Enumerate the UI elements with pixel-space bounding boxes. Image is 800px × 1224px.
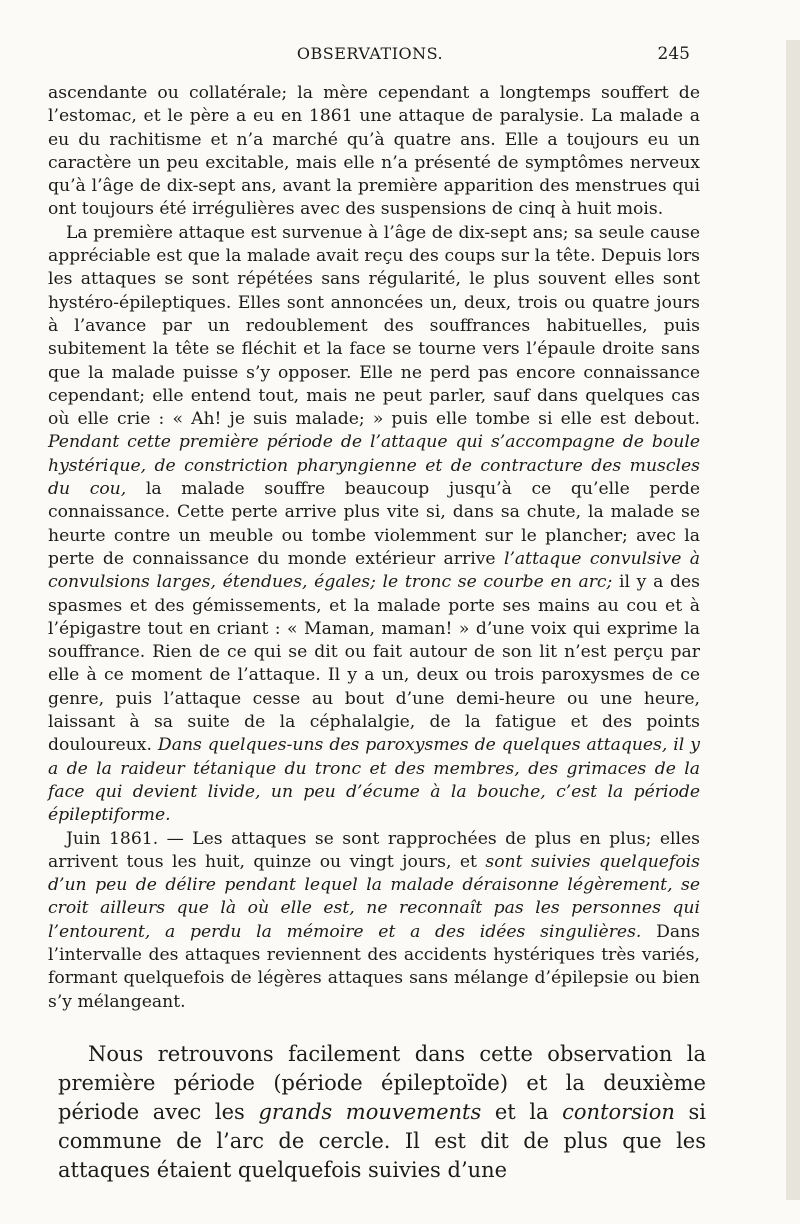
paragraph-1 bbox=[48, 82, 700, 222]
text-segment: La première attaque est survenue à l’âge de dix-sept ans; sa seule cause appréciable est que la malade avait reçu des coups sur la tête. Depuis lors les attaques se sont répétées sans régularité, le plus souvent elles sont hystéro-épileptiques. Elles sont annoncées un, deux, trois ou quatre jours à l’avance par un redoublement des souffrances habituelles, puis subitement la tête se fléchit et la face se tourne vers l’épaule droite sans que la malade puisse s’y opposer. Elle ne perd pas encore connaissance cependant; elle entend tout, mais ne peut parler, sauf dans quelques cas où elle crie : « Ah! je suis malade; » puis elle tombe si elle est debout. bbox=[48, 222, 700, 430]
text-segment: et la bbox=[481, 1100, 563, 1124]
italic-segment: Dans quelques-uns des paroxysmes de quelques attaques, il y a de la raideur tétanique du tronc et des membres, des grimaces de la face qui devient livide, un peu d’écume à la bouche, c’est la période épileptiforme. bbox=[48, 735, 700, 826]
page-number: 245 bbox=[657, 44, 690, 64]
page-header bbox=[50, 44, 690, 72]
italic-segment: contorsion bbox=[562, 1100, 675, 1124]
commentary-paragraph bbox=[58, 1040, 706, 1185]
italic-segment: sont suivies quelquefois d’un peu de délire pendant lequel la malade déraisonne légèrement, se croit ailleurs que là où elle est, ne reconnaît pas les personnes qui l’entourent, a perdu la mémoire et a des idées singulières. bbox=[48, 851, 701, 942]
text-segment: Juin 1861. — Les attaques se sont rapprochées de plus en plus; elles arrivent tous les huit, quinze ou vingt jours, et bbox=[48, 828, 700, 872]
page-edge bbox=[786, 40, 800, 1200]
text-segment: Dans l’intervalle des attaques reviennent des accidents hystériques très variés, formant quelquefois de légères attaques sans mélange d’épilepsie ou bien s’y mélangeant. bbox=[48, 921, 700, 1012]
text-segment: ascendante ou collatérale; la mère cependant a longtemps souffert de l’estomac, et le père a eu en 1861 une attaque de paralysie. La malade a eu du rachitisme et n’a marché qu’à quatre ans. Elle a toujours eu un caractère un peu excitable, mais elle n’a présenté de symptômes nerveux qu’à l’âge de dix-sept ans, avant la première apparition des menstrues qui ont toujours été irrégulières avec des suspensions de cinq à huit mois. bbox=[48, 83, 700, 220]
italic-segment: l’attaque convulsive à convulsions larges, étendues, égales; le tronc se courbe en arc; bbox=[48, 548, 700, 593]
text-segment: si commune de l’arc de cercle. Il est dit de plus que les attaques étaient quelquefois suivies d’une bbox=[58, 1100, 706, 1182]
paragraph-2 bbox=[48, 222, 700, 828]
text-segment: il y a des spasmes et des gémissements, et la malade porte ses mains au cou et à l’épigastre tout en criant : « Maman, maman! » d’une voix qui exprime la souffrance. Rien de ce qui se dit ou fait autour de son lit n’est perçu par elle à ce moment de l’attaque. Il y a un, deux ou trois paroxysmes de ce genre, puis l’attaque cesse au bout d’une demi-heure ou une heure, laissant à sa suite de la céphalalgie, de la fatigue et des points douloureux. bbox=[48, 572, 700, 756]
text-segment: Nous retrouvons facilement dans cette observation la première période (période épileptoïde) et la deuxième période avec les bbox=[58, 1042, 706, 1124]
paragraph-3 bbox=[48, 828, 700, 1014]
commentary-text bbox=[58, 1040, 706, 1185]
text-segment: la malade souffre beaucoup jusqu’à ce qu’elle perde connaissance. Cette perte arrive plus vite si, dans sa chute, la malade se heurte contre un meuble ou tombe violemment sur le plancher; avec la perte de connaissance du monde extérieur arrive bbox=[48, 479, 700, 569]
observation-text bbox=[48, 82, 700, 1014]
italic-segment: grands mouvements bbox=[258, 1100, 482, 1124]
italic-segment: Pendant cette première période de l’attaque qui s’accompagne de boule hystérique, de constriction pharyngienne et de contracture des muscles du cou, bbox=[48, 432, 700, 500]
running-title: OBSERVATIONS. bbox=[296, 44, 444, 63]
